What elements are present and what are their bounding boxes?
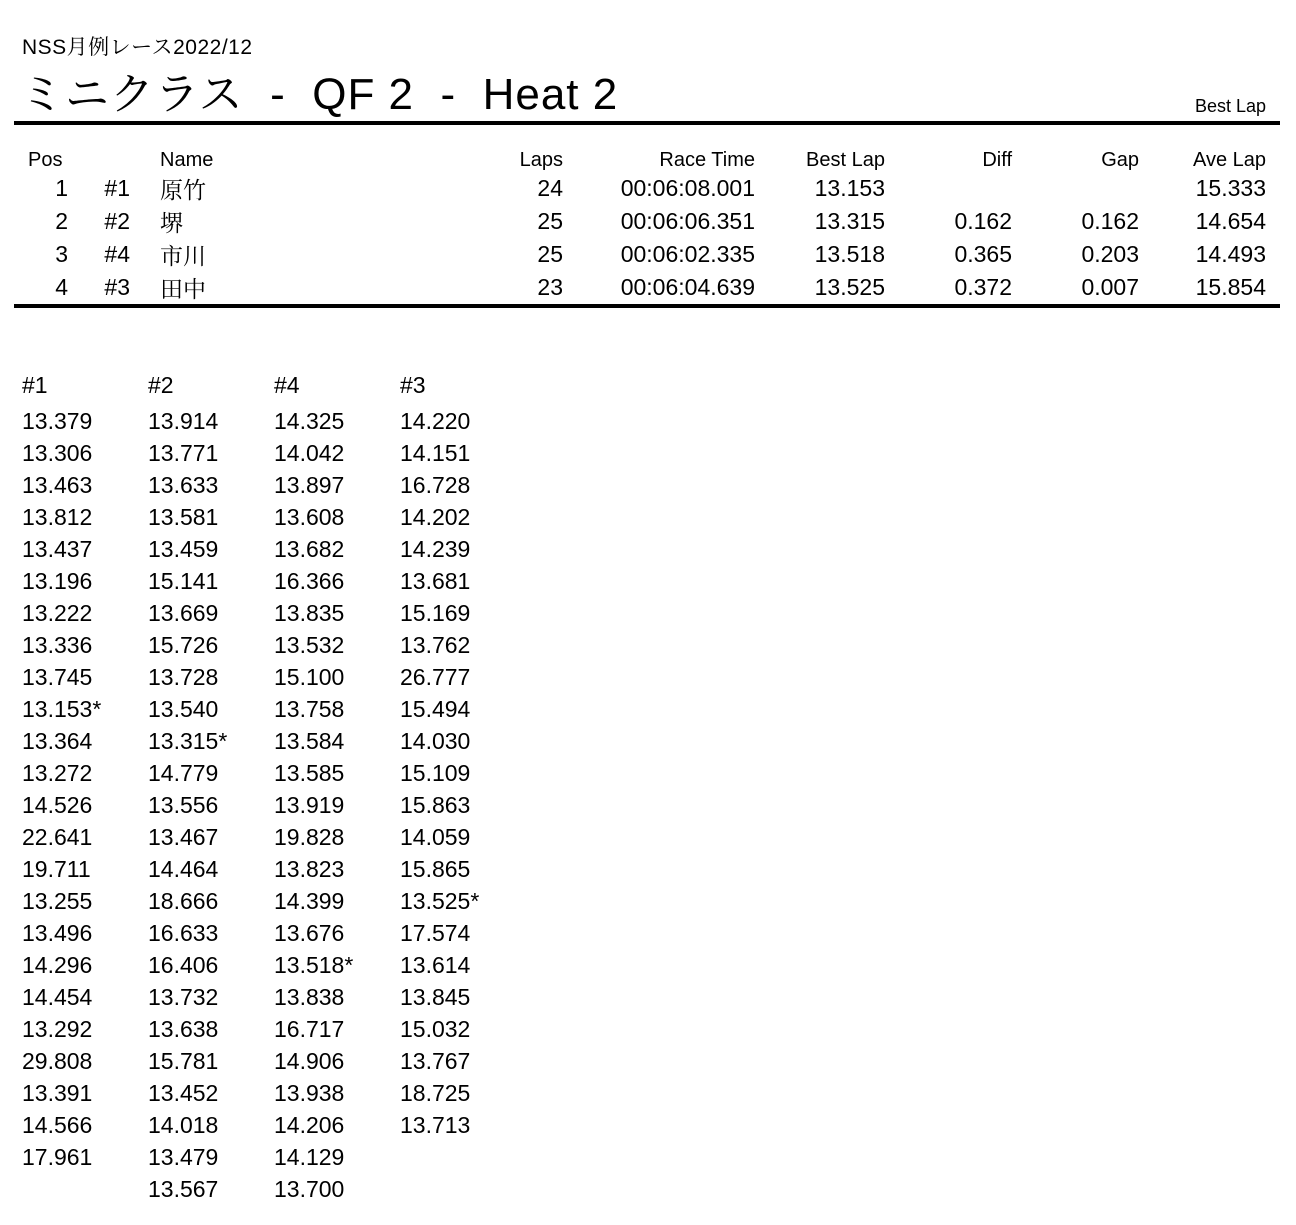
pos-cell: 2 <box>55 208 68 234</box>
lap-time-cell: 16.633 <box>148 920 219 946</box>
driver-name-cell: 田中 <box>160 276 206 302</box>
lap-time-cell: 14.464 <box>148 856 219 882</box>
pos-cell: 1 <box>55 175 68 201</box>
car-number-cell: #1 <box>104 175 130 201</box>
best-lap-cell: 13.153 <box>814 175 885 201</box>
lap-column-1 <box>22 372 148 1205</box>
result-row <box>28 205 1266 238</box>
laps-cell: 23 <box>537 274 563 300</box>
lap-time-cell: 14.566 <box>22 1112 93 1138</box>
lap-column-header: #2 <box>148 372 174 398</box>
result-row <box>28 172 1266 205</box>
col-header-car <box>68 144 130 172</box>
lap-time-cell: 15.141 <box>148 568 219 594</box>
lap-time-cell: 13.919 <box>274 792 345 818</box>
ave-lap-cell: 14.654 <box>1195 208 1266 234</box>
driver-name-cell: 原竹 <box>160 177 206 203</box>
laps-cell: 25 <box>537 241 563 267</box>
lap-time-cell: 15.109 <box>400 760 471 786</box>
lap-time-cell: 14.030 <box>400 728 471 754</box>
lap-time-cell: 14.325 <box>274 408 345 434</box>
col-header-diff: Diff <box>982 149 1012 171</box>
lap-time-cell: 13.771 <box>148 440 219 466</box>
lap-time-cell: 15.100 <box>274 664 345 690</box>
lap-time-cell: 13.567 <box>148 1176 219 1202</box>
lap-time-cell: 13.222 <box>22 600 93 626</box>
lap-time-cell: 13.496 <box>22 920 93 946</box>
race-time-cell: 00:06:02.335 <box>620 241 755 267</box>
lap-time-cell: 13.638 <box>148 1016 219 1042</box>
lap-time-cell: 14.526 <box>22 792 93 818</box>
diff-cell: 0.162 <box>954 208 1012 234</box>
lap-time-cell: 13.812 <box>22 504 93 530</box>
lap-time-cell: 13.479 <box>148 1144 219 1170</box>
divider-bottom <box>14 304 1280 308</box>
driver-name-cell: 市川 <box>160 243 206 269</box>
lap-time-cell: 13.437 <box>22 536 93 562</box>
lap-time-cell: 14.151 <box>400 440 471 466</box>
lap-time-cell: 13.196 <box>22 568 93 594</box>
gap-cell: 0.203 <box>1081 241 1139 267</box>
pos-cell: 3 <box>55 241 68 267</box>
lap-time-cell: 13.336 <box>22 632 93 658</box>
lap-time-cell: 13.153* <box>22 696 102 722</box>
lap-time-cell: 18.725 <box>400 1080 471 1106</box>
lap-time-cell: 14.454 <box>22 984 93 1010</box>
lap-time-cell: 13.614 <box>400 952 471 978</box>
lap-time-cell: 16.728 <box>400 472 471 498</box>
col-header-best-lap: Best Lap <box>806 149 885 171</box>
lap-column-4 <box>274 372 400 1205</box>
lap-time-cell: 13.585 <box>274 760 345 786</box>
lap-time-cell: 17.574 <box>400 920 471 946</box>
lap-time-cell: 13.767 <box>400 1048 471 1074</box>
lap-time-cell: 16.717 <box>274 1016 345 1042</box>
lap-time-cell: 19.711 <box>22 856 91 882</box>
lap-time-cell: 13.835 <box>274 600 345 626</box>
lap-time-cell: 13.838 <box>274 984 345 1010</box>
results-table <box>28 144 1266 304</box>
lap-time-cell: 13.608 <box>274 504 345 530</box>
lap-time-cell: 13.845 <box>400 984 471 1010</box>
lap-time-cell: 15.863 <box>400 792 471 818</box>
lap-time-cell: 13.914 <box>148 408 219 434</box>
gap-cell: 0.007 <box>1081 274 1139 300</box>
lap-time-cell: 18.666 <box>148 888 219 914</box>
lap-time-cell: 19.828 <box>274 824 345 850</box>
lap-time-cell: 26.777 <box>400 664 471 690</box>
lap-time-cell: 14.042 <box>274 440 345 466</box>
col-header-ave-lap: Ave Lap <box>1192 149 1266 171</box>
lap-time-cell: 13.732 <box>148 984 219 1010</box>
gap-cell <box>1012 172 1139 205</box>
lap-time-cell: 13.681 <box>400 568 471 594</box>
lap-time-cell: 14.906 <box>274 1048 345 1074</box>
race-time-cell: 00:06:04.639 <box>620 274 755 300</box>
ave-lap-cell: 15.333 <box>1195 175 1266 201</box>
col-header-gap: Gap <box>1101 149 1139 171</box>
lap-column-header: #1 <box>22 372 48 398</box>
lap-time-cell: 13.391 <box>22 1080 93 1106</box>
lap-time-cell: 14.018 <box>148 1112 219 1138</box>
lap-time-cell: 13.700 <box>274 1176 345 1202</box>
lap-time-cell: 13.532 <box>274 632 345 658</box>
lap-time-cell: 13.669 <box>148 600 219 626</box>
results-header-row <box>28 144 1266 172</box>
car-number-cell: #2 <box>104 208 130 234</box>
best-lap-cell: 13.525 <box>814 274 885 300</box>
lap-time-cell: 29.808 <box>22 1048 93 1074</box>
car-number-cell: #4 <box>104 241 130 267</box>
lap-time-cell: 13.467 <box>148 824 219 850</box>
lap-column-3 <box>400 372 526 1205</box>
car-number-cell: #3 <box>104 274 130 300</box>
lap-time-cell: 22.641 <box>22 824 93 850</box>
lap-time-cell: 14.206 <box>274 1112 345 1138</box>
lap-time-cell: 16.406 <box>148 952 219 978</box>
lap-time-cell: 14.399 <box>274 888 345 914</box>
divider-top <box>14 121 1280 125</box>
col-header-laps: Laps <box>519 149 563 171</box>
lap-time-cell: 13.459 <box>148 536 219 562</box>
race-time-cell: 00:06:06.351 <box>620 208 755 234</box>
lap-column-2 <box>148 372 274 1205</box>
lap-time-cell: 16.366 <box>274 568 345 594</box>
laps-cell: 25 <box>537 208 563 234</box>
lap-time-cell: 14.779 <box>148 760 219 786</box>
lap-time-cell: 13.315* <box>148 728 228 754</box>
lap-time-cell: 13.713 <box>400 1112 471 1138</box>
laps-cell: 24 <box>537 175 563 201</box>
lap-times-section <box>22 372 526 1205</box>
lap-time-cell: 14.296 <box>22 952 93 978</box>
best-lap-cell: 13.518 <box>814 241 885 267</box>
col-header-pos: Pos <box>28 149 63 171</box>
lap-column-header: #3 <box>400 372 426 398</box>
lap-time-cell: 13.556 <box>148 792 219 818</box>
lap-time-cell: 13.581 <box>148 504 219 530</box>
lap-time-cell: 14.202 <box>400 504 471 530</box>
lap-time-cell: 13.823 <box>274 856 345 882</box>
best-lap-corner-label: Best Lap <box>1194 96 1266 116</box>
result-row <box>28 238 1266 271</box>
lap-time-cell: 14.129 <box>274 1144 345 1170</box>
race-time-cell: 00:06:08.001 <box>620 175 755 201</box>
pos-cell: 4 <box>55 274 68 300</box>
lap-time-cell: 15.865 <box>400 856 471 882</box>
lap-column-header: #4 <box>274 372 300 398</box>
lap-time-cell: 13.364 <box>22 728 93 754</box>
lap-time-cell: 13.682 <box>274 536 345 562</box>
driver-name-cell: 堺 <box>160 210 183 236</box>
lap-time-cell: 15.726 <box>148 632 219 658</box>
col-header-race-time: Race Time <box>659 149 755 171</box>
diff-cell: 0.365 <box>954 241 1012 267</box>
ave-lap-cell: 15.854 <box>1195 274 1266 300</box>
lap-time-cell: 13.272 <box>22 760 93 786</box>
lap-time-cell: 14.239 <box>400 536 471 562</box>
lap-time-cell: 14.059 <box>400 824 471 850</box>
lap-time-cell: 13.292 <box>22 1016 93 1042</box>
gap-cell: 0.162 <box>1081 208 1139 234</box>
lap-time-cell: 14.220 <box>400 408 471 434</box>
lap-time-cell: 13.938 <box>274 1080 345 1106</box>
lap-time-cell: 15.032 <box>400 1016 471 1042</box>
lap-time-cell: 13.745 <box>22 664 93 690</box>
lap-time-cell: 15.494 <box>400 696 471 722</box>
lap-time-cell: 17.961 <box>22 1144 93 1170</box>
lap-time-cell: 13.897 <box>274 472 345 498</box>
diff-cell <box>885 172 1012 205</box>
best-lap-cell: 13.315 <box>814 208 885 234</box>
page-title: ミニクラス - QF 2 - Heat 2 <box>20 70 619 119</box>
lap-time-cell: 13.728 <box>148 664 219 690</box>
lap-time-cell: 13.379 <box>22 408 93 434</box>
event-title: NSS月例レース2022/12 <box>22 36 253 59</box>
lap-time-cell: 13.676 <box>274 920 345 946</box>
ave-lap-cell: 14.493 <box>1195 241 1266 267</box>
col-header-name: Name <box>160 149 214 171</box>
lap-time-cell: 13.540 <box>148 696 219 722</box>
diff-cell: 0.372 <box>954 274 1012 300</box>
lap-time-cell: 13.306 <box>22 440 93 466</box>
lap-time-cell: 13.584 <box>274 728 345 754</box>
lap-time-cell: 13.758 <box>274 696 345 722</box>
lap-time-cell: 13.452 <box>148 1080 219 1106</box>
lap-time-cell: 13.525* <box>400 888 480 914</box>
result-row <box>28 271 1266 304</box>
lap-time-cell: 15.169 <box>400 600 471 626</box>
lap-time-cell: 13.463 <box>22 472 93 498</box>
lap-time-cell: 13.255 <box>22 888 93 914</box>
lap-time-cell: 13.762 <box>400 632 471 658</box>
lap-time-cell: 13.633 <box>148 472 219 498</box>
lap-time-cell: 13.518* <box>274 952 354 978</box>
lap-time-cell: 15.781 <box>148 1048 219 1074</box>
